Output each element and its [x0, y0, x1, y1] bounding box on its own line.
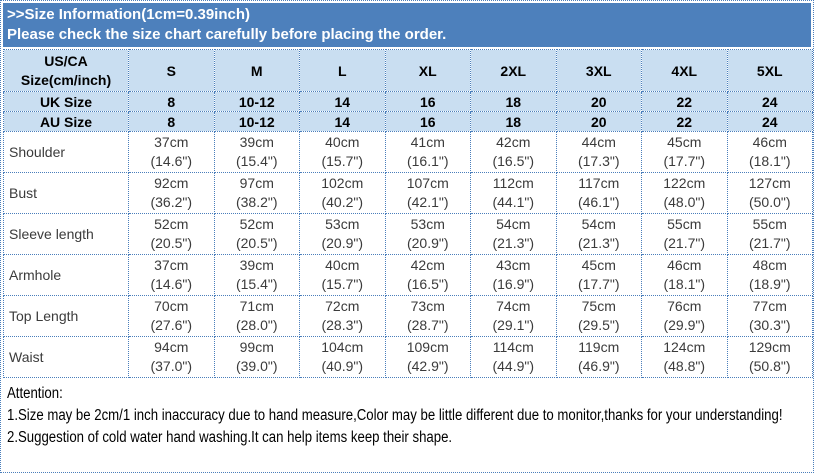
- cm-value: 39cm: [239, 257, 274, 273]
- cm-value: 122cm: [663, 175, 706, 191]
- inch-value: (21.3"): [492, 235, 535, 251]
- cm-value: 46cm: [667, 257, 702, 273]
- inch-value: (40.9"): [321, 358, 364, 374]
- inch-value: (15.7"): [321, 153, 364, 169]
- cm-value: 41cm: [410, 134, 445, 150]
- inch-value: (21.7"): [663, 235, 706, 251]
- measurement-cell: [129, 296, 215, 337]
- inch-value: (15.7"): [321, 276, 364, 292]
- inch-value: (50.0"): [748, 194, 791, 210]
- attention-text: [7, 383, 814, 449]
- measurement-cell: [300, 255, 386, 296]
- measurement-cell: [214, 255, 300, 296]
- cm-value: 40cm: [325, 257, 360, 273]
- au-size-row-value: 20: [556, 112, 642, 132]
- measurement-row-waist: [4, 337, 813, 378]
- measurement-label: Sleeve length: [4, 214, 129, 255]
- cm-value: 70cm: [154, 298, 189, 314]
- cm-value: 37cm: [154, 134, 189, 150]
- measurement-cell: [471, 296, 557, 337]
- measurement-cell: [471, 132, 557, 173]
- banner-title: >>Size Information(1cm=0.39inch): [7, 6, 250, 23]
- inch-value: (40.2"): [321, 194, 364, 210]
- corner-header-line2: Size(cm/inch): [20, 71, 112, 88]
- cm-value: 40cm: [325, 134, 360, 150]
- measurement-cell: [300, 214, 386, 255]
- size-col-header-2xl: 2XL: [471, 50, 557, 92]
- uk-size-row-value: 16: [385, 92, 471, 112]
- uk-size-row-value: 18: [471, 92, 557, 112]
- uk-size-row-value: 8: [129, 92, 215, 112]
- inch-value: (16.1"): [406, 153, 449, 169]
- inch-value: (38.2"): [235, 194, 278, 210]
- measurement-cell: [129, 214, 215, 255]
- cm-value: 37cm: [154, 257, 189, 273]
- size-table: [3, 49, 813, 378]
- measurement-cell: [642, 173, 728, 214]
- inch-value: (17.3"): [577, 153, 620, 169]
- measurement-cell: [727, 173, 813, 214]
- inch-value: (28.7"): [406, 317, 449, 333]
- inch-value: (21.7"): [748, 235, 791, 251]
- attention-note-2: 2.Suggestion of cold water hand washing.It can help items keep their shape.: [7, 429, 453, 446]
- size-table-body: [4, 132, 813, 378]
- au-size-row-value: 8: [129, 112, 215, 132]
- size-col-header-s: S: [129, 50, 215, 92]
- measurement-cell: [300, 132, 386, 173]
- measurement-cell: [300, 173, 386, 214]
- measurement-cell: [727, 214, 813, 255]
- inch-value: (20.5"): [150, 235, 193, 251]
- measurement-cell: [300, 337, 386, 378]
- cm-value: 45cm: [581, 257, 616, 273]
- measurement-cell: [642, 132, 728, 173]
- cm-value: 94cm: [154, 339, 189, 355]
- cm-value: 97cm: [239, 175, 274, 191]
- au-size-row-label: AU Size: [4, 112, 129, 132]
- measurement-cell: [129, 255, 215, 296]
- cm-value: 46cm: [752, 134, 787, 150]
- size-col-header-5xl: 5XL: [727, 50, 813, 92]
- measurement-label: Waist: [4, 337, 129, 378]
- cm-value: 99cm: [239, 339, 274, 355]
- measurement-cell: [129, 337, 215, 378]
- measurement-cell: [385, 132, 471, 173]
- cm-value: 129cm: [748, 339, 791, 355]
- measurement-cell: [300, 296, 386, 337]
- inch-value: (29.1"): [492, 317, 535, 333]
- uk-size-row-value: 22: [642, 92, 728, 112]
- cm-value: 52cm: [154, 216, 189, 232]
- measurement-cell: [556, 173, 642, 214]
- cm-value: 124cm: [663, 339, 706, 355]
- measurement-label: Armhole: [4, 255, 129, 296]
- cm-value: 53cm: [410, 216, 445, 232]
- measurement-cell: [471, 173, 557, 214]
- cm-value: 75cm: [581, 298, 616, 314]
- measurement-label: Shoulder: [4, 132, 129, 173]
- au-size-row: [4, 112, 813, 132]
- inch-value: (15.4"): [235, 153, 278, 169]
- cm-value: 44cm: [581, 134, 616, 150]
- inch-value: (30.3"): [748, 317, 791, 333]
- measurement-cell: [129, 173, 215, 214]
- inch-value: (29.9"): [663, 317, 706, 333]
- cm-value: 114cm: [492, 339, 534, 355]
- cm-value: 55cm: [752, 216, 787, 232]
- cm-value: 42cm: [410, 257, 445, 273]
- measurement-cell: [727, 337, 813, 378]
- banner-subtitle: Please check the size chart carefully before placing the order.: [7, 26, 447, 43]
- measurement-cell: [385, 296, 471, 337]
- inch-value: (42.1"): [406, 194, 449, 210]
- measurement-cell: [471, 214, 557, 255]
- inch-value: (48.8"): [663, 358, 706, 374]
- inch-value: (14.6"): [150, 153, 193, 169]
- inch-value: (36.2"): [150, 194, 193, 210]
- inch-value: (20.9"): [321, 235, 364, 251]
- attention-title: Attention:: [7, 385, 63, 402]
- inch-value: (29.5"): [577, 317, 620, 333]
- cm-value: 127cm: [748, 175, 791, 191]
- cm-value: 107cm: [406, 175, 449, 191]
- cm-value: 43cm: [496, 257, 531, 273]
- measurement-cell: [385, 337, 471, 378]
- cm-value: 109cm: [406, 339, 449, 355]
- cm-value: 52cm: [239, 216, 274, 232]
- measurement-row-armhole: [4, 255, 813, 296]
- measurement-label: Top Length: [4, 296, 129, 337]
- attention-section: [3, 378, 811, 449]
- cm-value: 104cm: [321, 339, 364, 355]
- cm-value: 77cm: [752, 298, 787, 314]
- measurement-cell: [642, 214, 728, 255]
- cm-value: 71cm: [239, 298, 274, 314]
- inch-value: (16.5"): [492, 153, 535, 169]
- inch-value: (16.5"): [406, 276, 449, 292]
- size-header-row: [4, 50, 813, 92]
- size-col-header-3xl: 3XL: [556, 50, 642, 92]
- inch-value: (37.0"): [150, 358, 193, 374]
- measurement-row-shoulder: [4, 132, 813, 173]
- measurement-row-top-length: [4, 296, 813, 337]
- cm-value: 117cm: [578, 175, 620, 191]
- inch-value: (18.9"): [748, 276, 791, 292]
- inch-value: (28.3"): [321, 317, 364, 333]
- measurement-cell: [385, 173, 471, 214]
- size-col-header-xl: XL: [385, 50, 471, 92]
- cm-value: 92cm: [154, 175, 189, 191]
- inch-value: (39.0"): [235, 358, 278, 374]
- measurement-cell: [727, 296, 813, 337]
- measurement-cell: [556, 255, 642, 296]
- inch-value: (27.6"): [150, 317, 193, 333]
- measurement-cell: [214, 337, 300, 378]
- size-col-header-4xl: 4XL: [642, 50, 728, 92]
- uk-size-row: [4, 92, 813, 112]
- measurement-cell: [471, 255, 557, 296]
- measurement-label: Bust: [4, 173, 129, 214]
- au-size-row-value: 10-12: [214, 112, 300, 132]
- inch-value: (17.7"): [663, 153, 706, 169]
- cm-value: 39cm: [239, 134, 274, 150]
- cm-value: 45cm: [667, 134, 702, 150]
- inch-value: (17.7"): [577, 276, 620, 292]
- inch-value: (44.1"): [492, 194, 535, 210]
- size-col-header-l: L: [300, 50, 386, 92]
- au-size-row-value: 24: [727, 112, 813, 132]
- measurement-cell: [129, 132, 215, 173]
- cm-value: 54cm: [581, 216, 616, 232]
- inch-value: (18.1"): [748, 153, 791, 169]
- inch-value: (50.8"): [748, 358, 791, 374]
- cm-value: 74cm: [496, 298, 531, 314]
- cm-value: 53cm: [325, 216, 360, 232]
- measurement-cell: [214, 132, 300, 173]
- cm-value: 72cm: [325, 298, 360, 314]
- uk-size-row-value: 10-12: [214, 92, 300, 112]
- attention-note-1: 1.Size may be 2cm/1 inch inaccuracy due to hand measure,Color may be little different due to monitor,thanks for your understanding!: [7, 407, 783, 424]
- uk-size-row-value: 24: [727, 92, 813, 112]
- cm-value: 102cm: [321, 175, 364, 191]
- inch-value: (15.4"): [235, 276, 278, 292]
- measurement-cell: [642, 255, 728, 296]
- measurement-cell: [727, 132, 813, 173]
- measurement-cell: [642, 296, 728, 337]
- inch-value: (21.3"): [577, 235, 620, 251]
- measurement-cell: [556, 214, 642, 255]
- measurement-cell: [556, 132, 642, 173]
- uk-size-row-value: 14: [300, 92, 386, 112]
- inch-value: (20.9"): [406, 235, 449, 251]
- measurement-cell: [727, 255, 813, 296]
- cm-value: 73cm: [410, 298, 445, 314]
- measurement-cell: [642, 337, 728, 378]
- au-size-row-value: 16: [385, 112, 471, 132]
- measurement-row-bust: [4, 173, 813, 214]
- size-col-header-m: M: [214, 50, 300, 92]
- cm-value: 54cm: [496, 216, 531, 232]
- measurement-cell: [214, 214, 300, 255]
- size-table-head: [4, 50, 813, 132]
- uk-size-row-label: UK Size: [4, 92, 129, 112]
- cm-value: 48cm: [752, 257, 787, 273]
- inch-value: (42.9"): [406, 358, 449, 374]
- inch-value: (48.0"): [663, 194, 706, 210]
- measurement-cell: [214, 296, 300, 337]
- banner: [3, 3, 811, 47]
- measurement-cell: [214, 173, 300, 214]
- measurement-cell: [385, 255, 471, 296]
- inch-value: (14.6"): [150, 276, 193, 292]
- measurement-cell: [385, 214, 471, 255]
- corner-header-line1: US/CA: [44, 52, 88, 69]
- inch-value: (20.5"): [235, 235, 278, 251]
- measurement-cell: [556, 337, 642, 378]
- measurement-cell: [556, 296, 642, 337]
- measurement-row-sleeve-length: [4, 214, 813, 255]
- au-size-row-value: 14: [300, 112, 386, 132]
- cm-value: 42cm: [496, 134, 531, 150]
- inch-value: (46.9"): [577, 358, 620, 374]
- inch-value: (44.9"): [492, 358, 535, 374]
- uk-size-row-value: 20: [556, 92, 642, 112]
- inch-value: (28.0"): [235, 317, 278, 333]
- cm-value: 76cm: [667, 298, 702, 314]
- inch-value: (16.9"): [492, 276, 535, 292]
- cm-value: 55cm: [667, 216, 702, 232]
- au-size-row-value: 22: [642, 112, 728, 132]
- cm-value: 112cm: [492, 175, 534, 191]
- au-size-row-value: 18: [471, 112, 557, 132]
- inch-value: (46.1"): [577, 194, 620, 210]
- measurement-cell: [471, 337, 557, 378]
- cm-value: 119cm: [578, 339, 620, 355]
- inch-value: (18.1"): [663, 276, 706, 292]
- corner-header: [4, 50, 129, 92]
